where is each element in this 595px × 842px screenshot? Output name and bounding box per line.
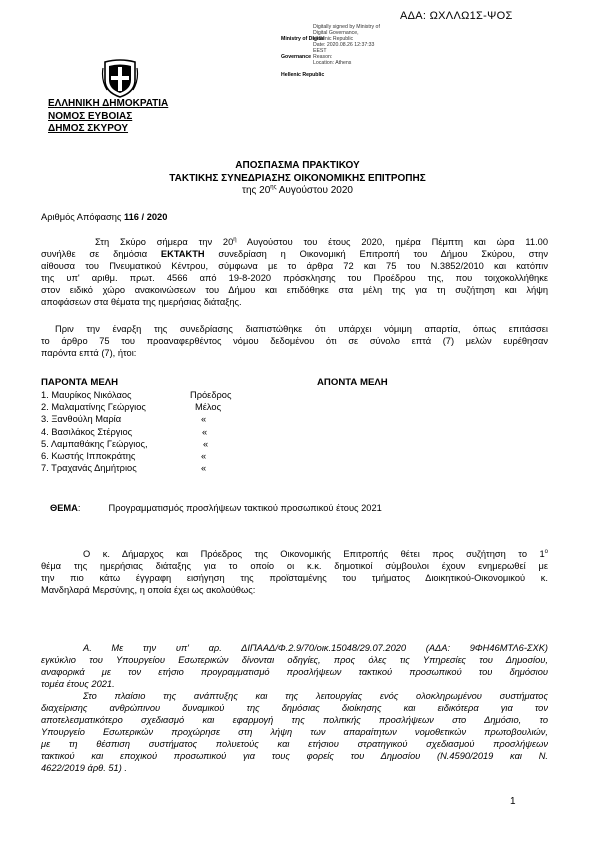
decision-label: Αριθμός Απόφασης	[41, 212, 124, 222]
intro-bold: ΕΚΤΑΚΤΗ	[160, 249, 205, 259]
intro-line: αίθουσα του Πνευματικού Κέντρου, σύμφωνα με το άρθρα 72 και 75 του Ν.3852/2010 και κατόπιν	[41, 261, 548, 271]
members-headings	[41, 377, 461, 389]
mayor-sup: ο	[544, 548, 548, 555]
mayor-line: θέμα της ημερήσιας διάταξης για το οποίο οι κ.κ. δημοτικοί σύμβουλοι έχουν ενημερωθεί με	[41, 561, 548, 571]
member-row	[41, 426, 301, 438]
report-line: τομέα έτους 2021.	[41, 679, 115, 689]
mayor-line	[41, 548, 548, 560]
subject-label: ΘΕΜΑ	[50, 503, 78, 513]
report-line: 4622/2019 άρθ. 51) .	[41, 763, 127, 773]
member-name: 3. Ξανθούλη Μαρία	[41, 414, 122, 425]
header-republic: ΕΛΛΗΝΙΚΗ ΔΗΜΟΚΡΑΤΙΑ	[48, 98, 169, 109]
stamp-signer-line: Governance	[281, 54, 311, 60]
subject-line	[50, 502, 382, 514]
member-role: «	[203, 438, 209, 449]
stamp-detail-line: Location: Athens	[313, 60, 352, 66]
intro-line	[41, 236, 548, 248]
greek-coat-of-arms-icon	[101, 58, 139, 98]
member-role: «	[201, 450, 207, 461]
member-row	[41, 450, 301, 462]
ada-code: ΑΔΑ: ΩΧΛΛΩ1Σ-ΨΟΣ	[400, 10, 513, 22]
member-role: Μέλος	[195, 402, 222, 413]
quorum-paragraph	[41, 323, 548, 359]
intro-sup: η	[233, 236, 237, 243]
mayor-line: Μανδηλαρά Μερσύνης, η οποία έχει ως ακολούθως:	[41, 585, 256, 595]
document-title	[0, 160, 595, 198]
intro-line: αποφάσεων στα θέματα της ημερήσιας διάταξης.	[41, 297, 242, 307]
title-date-pre: της 20	[242, 185, 271, 196]
intro-text: Στη Σκύρο σήμερα την 20	[95, 237, 234, 247]
intro-line	[41, 248, 548, 260]
member-row	[41, 438, 301, 450]
subject-colon: :	[77, 503, 81, 513]
title-line-1: ΑΠΟΣΠΑΣΜΑ ΠΡΑΚΤΙΚΟΥ	[235, 160, 360, 171]
member-role: Πρόεδρος	[190, 390, 232, 400]
quorum-line: παρόντα επτά (7), ήτοι:	[41, 348, 137, 358]
mayor-text: Ο κ. Δήμαρχος και Πρόεδρος της Οικονομικής Επιτροπής θέτει προς συζήτηση το 1	[83, 549, 545, 559]
stamp-detail-line: Digital Governance,	[313, 30, 359, 36]
intro-line: στον ειδικό χώρο ανακοινώσεων του Δήμου και επιδόθηκε στα μέλη της για τη συζήτηση και λήψη	[41, 285, 548, 295]
stamp-detail-line: Hellenic Republic	[313, 36, 354, 42]
stamp-detail-line: EEST	[313, 48, 327, 54]
title-date	[0, 185, 595, 198]
intro-paragraph	[41, 236, 548, 308]
member-row	[41, 401, 301, 413]
intro-text: συνήλθε σε δημόσια	[41, 249, 161, 259]
present-members-heading: ΠΑΡΟΝΤΑ ΜΕΛΗ	[41, 377, 119, 388]
stamp-detail-line: Date: 2020.08.26 12:37:33	[313, 42, 375, 48]
member-row	[41, 413, 301, 425]
report-text	[41, 642, 548, 774]
member-row	[41, 389, 301, 401]
header-prefecture: ΝΟΜΟΣ ΕΥΒΟΙΑΣ	[48, 110, 133, 122]
member-role: «	[201, 414, 207, 425]
issuer-header	[48, 98, 168, 136]
decision-number	[41, 211, 167, 223]
quorum-line: το άρθρο 75 του προαναφερθέντος νόμου δεδομένου ότι σε σύνολο επτά (7) μελών ευρέθησαν	[41, 336, 548, 346]
report-line: με τη θέσπιση συστήματος πολυετούς και ετήσιου στρατηγικού σχεδιασμού προσλήψεων	[41, 739, 548, 749]
mayor-paragraph	[41, 548, 548, 596]
member-name: 4. Βασιλάκος Στέργιος	[41, 426, 133, 437]
decision-value: 116 / 2020	[123, 212, 168, 222]
mayor-line: την πιο κάτω έγγραφη εισήγηση της προϊσταμένης του τμήματος Διοικητικού-Οικονομικού κ.	[41, 573, 548, 583]
stamp-details	[313, 24, 380, 66]
header-municipality: ΔΗΜΟΣ ΣΚΥΡΟΥ	[48, 123, 129, 134]
quorum-line: Πριν την έναρξη της συνεδρίασης διαπιστώθηκε ότι υπάρχει νόμιμη απαρτία, όπως επιτάσσει	[55, 324, 548, 334]
subject-text: Προγραμματισμός προσλήψεων τακτικού προσωπικού έτους 2021	[108, 503, 382, 513]
report-line: διαχείρισης ανθρώπινου δυναμικού της δημόσιας διοίκησης και ειδικότερα για τον	[41, 703, 548, 713]
page-number: 1	[510, 796, 516, 807]
member-name: 2. Μαλαματίνης Γεώργιος	[41, 402, 146, 413]
member-row	[41, 462, 301, 474]
report-line: Α. Με την υπ' αρ. ΔΙΠΑΑΔ/Φ.2.9/70/οικ.15048/29.07.2020 (ΑΔΑ: 9ΦΗ46ΜΤΛ6-ΣΧΚ)	[83, 643, 548, 653]
member-name: 6. Κωστής Ιπποκράτης	[41, 450, 136, 461]
report-line: Στο πλαίσιο της ανάπτυξης και της λειτουργίας ενός ολοκληρωμένου συστήματος	[83, 691, 548, 701]
intro-text: Αυγούστου του έτους 2020, ημέρα Πέμπτη και ώρα 11.00	[236, 237, 548, 247]
member-role: «	[201, 463, 207, 474]
absent-members-heading: ΑΠΟΝΤΑ ΜΕΛΗ	[317, 377, 388, 388]
stamp-signer-line: Ministry of Digital	[281, 36, 325, 42]
report-line: εγκύκλιο του Υπουργείου Εσωτερικών δίνονται οδηγίες, προς όλες τις Υπηρεσίες του Δημοσίου,	[41, 655, 548, 665]
member-name: 1. Μαυρίκος Νικόλαος	[41, 390, 132, 400]
member-name: 5. Λαμπαθάκης Γεώργιος,	[41, 438, 148, 449]
report-line: Υπουργείο Εσωτερικών προχώρησε στη λήψη των απαραίτητων νομοθετικών πρωτοβουλιών,	[41, 727, 548, 737]
title-date-sup: ης	[270, 184, 277, 191]
intro-text: συνεδρίαση η Οικονομική Επιτροπή του Δήμου Σκύρου, στην	[204, 249, 548, 259]
stamp-detail-line: Reason:	[313, 54, 333, 60]
member-role: «	[202, 426, 208, 437]
title-line-2: ΤΑΚΤΙΚΗΣ ΣΥΝΕΔΡΙΑΣΗΣ ΟΙΚΟΝΟΜΙΚΗΣ ΕΠΙΤΡΟΠΗΣ	[169, 172, 426, 184]
present-members-list	[41, 389, 301, 474]
report-line: αποτελεσματικότερο σχεδιασμό και εφαρμογή της πολιτικής προσλήψεων στο Δημόσιο, το	[41, 715, 548, 725]
stamp-detail-line: Digitally signed by Ministry of	[313, 24, 380, 30]
title-date-post: Αυγούστου 2020	[276, 185, 353, 196]
report-line: αναφορικά με τον ετήσιο προγραμματισμό προσλήψεων τακτικού προσωπικού του δημόσιου	[41, 667, 548, 677]
stamp-signer-line: Hellenic Republic	[281, 72, 325, 78]
report-line: τακτικού και εποχικού προσωπικού για τους φορείς του Δημοσίου (Ν.4590/2019 και Ν.	[41, 751, 548, 761]
intro-line: της υπ' αριθμ. πρωτ. 4566 από 19-8-2020 πρόσκλησης του Προέδρου της, που τοιχοκολλήθηκε	[41, 273, 548, 283]
member-name: 7. Τραχανάς Δημήτριος	[41, 463, 137, 474]
